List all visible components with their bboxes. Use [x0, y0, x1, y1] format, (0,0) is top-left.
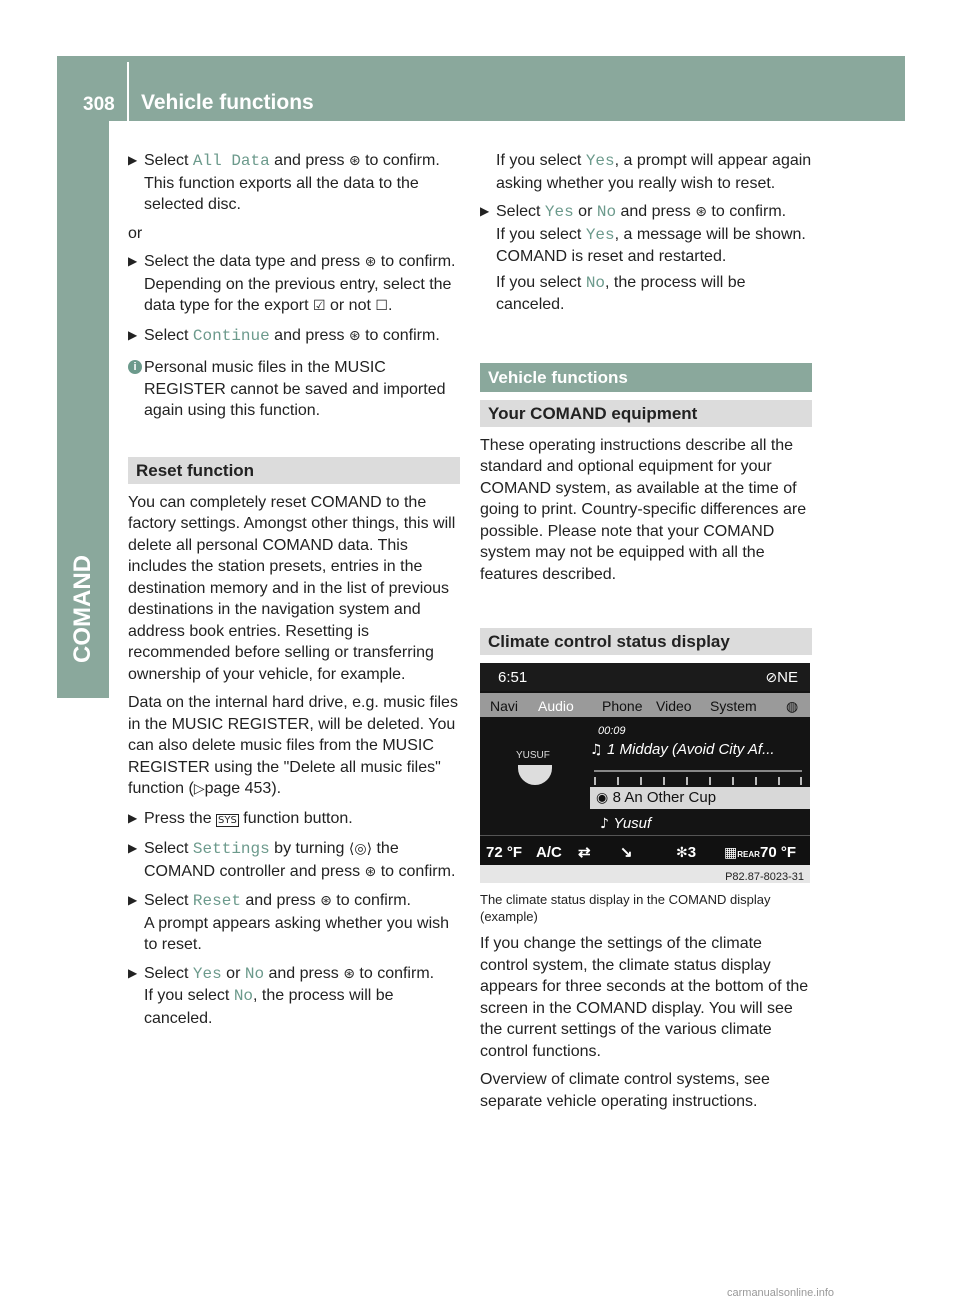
press-controller-icon: ⊛: [695, 204, 707, 220]
display-text-yes: Yes: [585, 225, 615, 244]
checked-box-icon: ☑: [313, 298, 326, 314]
climate-paragraph-1: If you change the settings of the climate control system, the climate status display appears for three seconds at the bottom of the screen in the COMAND display. You will see the current settings of the various climate control functions.: [480, 935, 809, 1060]
current-track: ♫ 1 Midday (Avoid City Af...: [590, 741, 775, 758]
step-press-sys: ▶ Press the SYS function button.: [128, 808, 460, 832]
header-divider: [127, 62, 129, 121]
tick: [686, 777, 688, 785]
watermark: carmanualsonline.info: [727, 1287, 835, 1299]
display-text-no: No: [596, 203, 617, 221]
turn-controller-icon: ⟨◎⟩: [348, 841, 373, 857]
progress-bar: [594, 770, 802, 772]
step-arrow-icon: ▶: [480, 204, 490, 218]
tick: [594, 777, 596, 785]
info-note: i Personal music files in the MUSIC REGISTER cannot be saved and imported again using this function.: [128, 357, 460, 422]
step-select-settings: ▶ Select Settings by turning ⟨◎⟩ the COMAND controller and press ⊛ to confirm.: [128, 840, 456, 880]
heading-your-comand-equipment: Your COMAND equipment: [480, 400, 812, 427]
tick: [800, 777, 802, 785]
press-controller-icon: ⊛: [320, 893, 332, 909]
display-text-all-data: All Data: [192, 152, 270, 170]
display-status-bar: [480, 663, 810, 691]
play-time: 00:09: [598, 725, 626, 737]
tick: [709, 777, 711, 785]
unchecked-box-icon: ☐: [375, 298, 388, 314]
cup-icon: [518, 765, 552, 785]
step-select-data-type: ▶ Select the data type and press ⊛ to confirm. Depending on the previous entry, select the data type for the export ☑ or not ☐.: [128, 253, 456, 314]
step-arrow-icon: ▶: [128, 841, 138, 855]
step-arrow-icon: ▶: [128, 810, 138, 825]
rear-defrost: ▦REAR: [724, 845, 760, 861]
press-controller-icon: ⊛: [364, 254, 377, 270]
step-select-yes-no-again: ▶ Select Yes or No and press ⊛ to confirm. If you select Yes, a message will be shown. COMAND is reset and restarted. If you select No, the process will be canceled.: [480, 203, 806, 313]
tick: [617, 777, 619, 785]
airflow-icon: ↘: [620, 844, 633, 861]
display-text-no: No: [233, 987, 254, 1005]
info-icon: i: [128, 360, 142, 374]
artist-icon: ♪: [600, 816, 614, 832]
page-reference-link[interactable]: page 453: [204, 780, 272, 797]
recirculation-icon: ⇄: [578, 844, 591, 861]
heading-climate-status-display: Climate control status display: [480, 628, 812, 655]
image-reference: P82.87-8023-31: [725, 871, 804, 883]
display-text-continue: Continue: [192, 326, 270, 345]
page-title: Vehicle functions: [141, 91, 314, 114]
tick: [732, 777, 734, 785]
chapter-label: COMAND: [69, 555, 96, 663]
step-arrow-icon: ▶: [128, 965, 138, 980]
section-heading-vehicle-functions: Vehicle functions: [480, 363, 812, 392]
display-text-yes: Yes: [585, 152, 615, 170]
or-text: or: [128, 224, 143, 242]
music-note-icon: ♫: [590, 742, 608, 758]
step-select-reset: ▶ Select Reset and press ⊛ to confirm. A prompt appears asking whether you wish to reset.: [128, 892, 450, 953]
tick: [640, 777, 642, 785]
reset-paragraph-2: Data on the internal hard drive, e.g. music files in the MUSIC REGISTER, will be deleted. You can also delete music files from the MUSIC REGISTER using the "Delete all music files" function (▷page 453).: [128, 694, 458, 797]
press-controller-icon: ⊛: [348, 153, 361, 169]
display-text-no: No: [244, 964, 265, 983]
chapter-tab: [57, 121, 109, 698]
step-arrow-icon: ▶: [128, 327, 138, 342]
right-temperature: 70 °F: [760, 844, 797, 861]
equipment-paragraph: These operating instructions describe all the standard and optional equipment for your COMAND system, as available at the time of going to print. Country-specific differences are possible. Please note that your COMAND system may not be equipped with all the features described.: [480, 436, 807, 583]
step-arrow-icon: ▶: [128, 893, 138, 907]
press-controller-icon: ⊛: [364, 863, 377, 880]
step-select-all-data: ▶ Select All Data and press ⊛ to confirm. This function exports all the data to the selected disc.: [128, 152, 440, 213]
comand-display-image: [480, 663, 810, 883]
display-text-reset: Reset: [192, 892, 241, 910]
left-column: [128, 150, 460, 1036]
fan-icon: ✻: [676, 845, 688, 861]
fan-speed: ✻3: [676, 844, 697, 861]
page-ref-arrow-icon: ▷: [193, 781, 205, 797]
step-select-continue: ▶ Select Continue and press ⊛ to confirm.: [128, 326, 440, 345]
display-clock: 6:51: [498, 669, 528, 686]
globe-icon: ◍: [786, 698, 799, 714]
left-temperature: 72 °F: [486, 844, 523, 861]
display-text-settings: Settings: [192, 840, 270, 858]
image-footer: [480, 865, 810, 883]
menu-phone: Phone: [602, 698, 643, 714]
step-select-yes-no: ▶ Select Yes or No and press ⊛ to confirm. If you select No, the process will be canceled.: [128, 964, 435, 1027]
sys-button-icon: SYS: [218, 814, 237, 826]
progress-ticks: [594, 777, 802, 785]
menu-audio: Audio: [538, 698, 574, 714]
display-text-yes: Yes: [544, 203, 574, 221]
reset-function-heading: Reset function: [128, 457, 460, 484]
compass-icon: ⊘: [765, 670, 778, 686]
album-label: YUSUF: [516, 750, 550, 761]
display-text-yes: Yes: [192, 964, 222, 983]
page-number: 308: [83, 94, 115, 115]
menu-video: Video: [656, 698, 692, 714]
tick: [778, 777, 780, 785]
press-controller-icon: ⊛: [343, 965, 355, 982]
press-controller-icon: ⊛: [348, 327, 361, 344]
display-text-no: No: [585, 273, 606, 292]
right-column: [480, 150, 812, 1119]
yes-prompt-text: If you select Yes, a prompt will appear again asking whether you really wish to reset.: [496, 152, 812, 192]
selected-track: ◉ 8 An Other Cup: [590, 787, 810, 809]
tick: [755, 777, 757, 785]
menu-navi: Navi: [490, 698, 519, 714]
reset-paragraph-1: You can completely reset COMAND to the factory settings. Amongst other things, this will delete all personal COMAND data. This includes the station presets, entries in the destination memory and in the list of previous destinations in the navigation system and address book entries. Resetting is recommended before selling or transferring ownership of your vehicle, for example.: [128, 493, 456, 683]
climate-paragraph-2: Overview of climate control systems, see separate vehicle operating instructions.: [480, 1071, 770, 1110]
image-caption: The climate status display in the COMAND display (example): [480, 892, 771, 924]
climate-status-bar: [480, 835, 810, 866]
step-arrow-icon: ▶: [128, 254, 138, 268]
menu-system: System: [710, 698, 757, 714]
compass-heading: ⊘NE: [765, 669, 798, 686]
page-header: [57, 56, 905, 121]
artist-row: ♪ Yusuf: [600, 815, 652, 832]
tick: [663, 777, 665, 785]
album-art: [510, 743, 560, 803]
rear-defrost-icon: ▦: [724, 845, 738, 861]
step-arrow-icon: ▶: [128, 153, 138, 167]
ac-status: A/C: [536, 844, 562, 861]
hdd-icon: ◉: [596, 790, 613, 806]
display-main-menu: [480, 693, 810, 717]
